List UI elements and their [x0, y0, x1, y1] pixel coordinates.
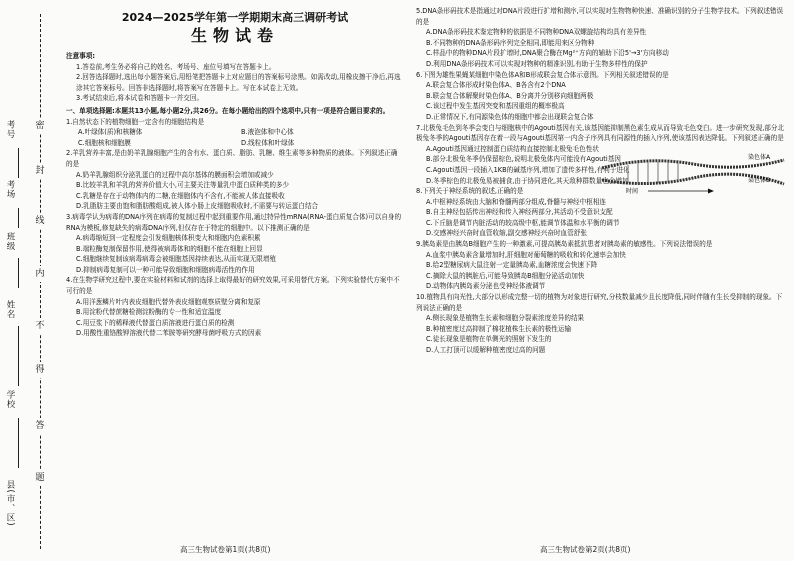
option: B.给2型糖尿病大鼠注射一定量胰岛素,血糖浓度会快速下降	[426, 261, 598, 270]
option: C.细胞继续复制该病毒病毒会被细胞基因持续表达,从而实现无限增殖	[76, 255, 277, 264]
seal-char: 封	[33, 163, 47, 179]
field-line	[18, 258, 19, 288]
field-kaohao: 考号	[5, 120, 15, 139]
seal-char: 答	[33, 418, 47, 434]
time-arrow-head	[708, 189, 714, 194]
option: D.正常情况下,有同源染色体的细胞中都会出现联会复合体	[426, 112, 594, 121]
option: C.Agouti基因一段插入1KB的碱基序列,增加了遗传多样性,有利于进化	[426, 165, 630, 174]
option: A.中枢神经系统由大脑和脊髓两部分组成,脊髓与神经中枢相连	[426, 197, 607, 206]
option: D.人工打顶可以缓解种植密度过高的问题	[426, 346, 546, 354]
option: D.交感神经兴奋时血管收缩,副交感神经兴奋时血管舒张	[426, 229, 587, 238]
option: C.细胞核和细胞膜	[78, 138, 131, 147]
option: D.利用DNA条形码技术可以实现对物种的精准识别,有助于生物多样性的保护	[426, 59, 648, 68]
option: C.样品中的物种DNA片段扩增时,DNA聚合酶在Mg²⁺方向的辅助下沿5'→3'方向移动	[426, 49, 669, 58]
field-school: 学校	[5, 390, 15, 409]
section-heading: 一、单项选择题:本题共13小题,每小题2分,共26分。在每小题给出的四个选项中,只有一项是符合题目要求的。	[66, 106, 390, 115]
chromosome-a-strand	[602, 160, 784, 168]
synaptonemal-complex-figure	[598, 150, 788, 194]
question-stem: 10.植物具有向光性,大部分以形成完整一切的植物为对象进行研究,分枝数量减少且长度降低,同时伴随有生长受抑制的现象。下列说法正确的是	[416, 293, 783, 312]
option: B.种植密度过高抑制了棉花植株生长素的极性运输	[426, 324, 572, 333]
option: B.自主神经包括传出神经和传入神经两部分,其活动不受意识支配	[426, 208, 613, 217]
question-stem: 8.下列关于神经系统的叙述,正确的是	[416, 187, 524, 196]
question-stem: 3.病毒学认为病毒的DNA序列在病毒的复制过程中起到重要作用,通过特异性mRNA(RNA-蛋白质复合体)可以自身的RNA为模板,修复缺失的病毒DNA序列,但仅存在于特定的细胞中。以下推测正确的是	[66, 212, 402, 232]
option: D.冬季棕色的北极兔易被捕食,由于协同进化,其天敌种群数量也会增加	[426, 176, 629, 185]
field-line	[18, 326, 19, 386]
seal-char: 不	[33, 318, 47, 334]
question-stem: 1.自然状态下的植物细胞一定含有的细胞结构是	[66, 117, 205, 126]
notice-item: 1.答卷前,考生务必将自己的姓名、考场号、座位号填写在答题卡上。	[76, 62, 276, 71]
seal-char: 线	[33, 213, 47, 229]
option: A.血浆中胰岛素含量增加时,肝细胞对葡萄糖的吸收和转化速率会加快	[426, 250, 626, 259]
option: C.该过程中发生基因突变和基因重组的概率极高	[426, 102, 565, 111]
field-kaochang: 考场	[5, 180, 15, 199]
field-county: 县(市、区)	[5, 480, 15, 527]
question-stem: 7.北极兔毛色到冬季会变白与细胞核中的Agouti基因有关,该基因能抑制黑色素生成从而导致毛色变白。进一步研究发现,部分北极兔冬季的Agouti基因存在着一段与Agouti基因第一内含子序列具有同源性的插入序列,使该基因表达降低。下列叙述正确的是	[416, 123, 785, 143]
option-group	[66, 127, 404, 148]
seal-char: 题	[33, 470, 47, 486]
exam-subject: 生物试卷	[190, 26, 279, 45]
time-label: 时间	[626, 188, 639, 194]
chromosome-b-label: 染色体B	[748, 177, 771, 184]
notice-heading: 注意事项:	[66, 52, 96, 60]
option: D.乳脂肪主要由饱和脂肪酸组成,被人体小肠上皮细胞吸收时,不需要与转运蛋白结合	[76, 202, 319, 211]
option: B.部分北极兔冬季仍保留棕色,说明北极兔体内可能没有Agouti基因	[426, 155, 621, 164]
option: D.线粒体和叶绿体	[241, 138, 295, 147]
notice-item: 3.考试结束后,将本试卷和答题卡一并交回。	[76, 94, 204, 103]
option: B.液泡体和中心体	[241, 128, 294, 137]
option: C.摘除大鼠的胰脏后,可能导致胰岛B细胞分泌活动加快	[426, 271, 585, 280]
option: A.病毒缩短到一定程度会引发细胞核体积变大和细胞内色素积累	[76, 234, 261, 243]
footer-page-2: 高三生物试卷第2页(共8页)	[540, 545, 631, 554]
option: A.奶羊乳腺组织分泌乳蛋白的过程中高尔基体的膜面积会增加或减少	[76, 170, 274, 179]
chromosome-a-label: 染色体A	[748, 154, 771, 161]
q6-options	[416, 80, 596, 101]
option: C.乳糖是存在于动物体内的二糖,在细胞体内不含有,不能被人体直接吸收	[76, 191, 285, 200]
option: A.DNA条形码技术鉴定物种的依据是不同物种DNA双螺旋结构均具有差异性	[426, 28, 647, 37]
field-line	[18, 418, 19, 468]
option: A.侧长现象是植物生长素和细胞分裂素浓度差异的结果	[426, 314, 585, 323]
seal-char: 得	[33, 362, 47, 378]
option: D.抑制病毒复制可以一种可能导致细胞和细胞病毒活性的作用	[76, 265, 255, 274]
page-1-column	[66, 6, 404, 339]
option: D.动物体内胰岛素分泌也受神经体液调节	[426, 282, 546, 291]
field-line	[18, 208, 19, 228]
complex-rungs	[628, 162, 678, 184]
field-line	[18, 148, 19, 178]
seal-char: 内	[33, 266, 47, 282]
field-banji: 班级	[5, 232, 15, 251]
option: A.联会复合体形成时染色体A、B各含有2个DNA	[426, 81, 566, 90]
option: B.联会复合体解聚时染色体A、B分离并分别移向细胞两极	[426, 91, 594, 100]
option: B.端粒酶复制保留作用,使得被病毒体和的细胞不能在细胞上回显	[76, 244, 263, 253]
question-stem: 5.DNA条形码技术是指通过对DNA片段进行扩增和测序,可以实现对生物物种快速、准确识别的分子生物学技术。下列叙述错误的是	[416, 7, 784, 26]
notice-item: 2.回答选择题时,选出每小题答案后,用铅笔把答题卡上对应题目的答案标号涂黑。如需改动,用橡皮擦干净后,再选涂其它答案标号。回答非选择题时,将答案写在答题卡上。写在本试卷上无效。	[76, 73, 401, 92]
seal-char: 密	[33, 118, 47, 134]
question-stem: 4.在生物学研究过程中,要在实验材料和试剂的选择上取得最好的研究效果,可采用替代方案。下列实验替代方案中不可行的是	[66, 276, 400, 296]
option: B.不同物种的DNA条形码序列完全相同,即能用来区分物种	[426, 38, 595, 47]
question-stem: 2.羊乳营养丰富,是由奶羊乳腺细胞产生的含有水、蛋白质、脂肪、乳糖、维生素等多种物质的液体。下列叙述正确的是	[66, 149, 398, 168]
option: A.Agouti基因通过控制蛋白质结构直接控制北极兔毛色性状	[426, 144, 599, 153]
question-stem: 9.胰岛素是由胰岛B细胞产生的一种激素,可提高胰岛素抵抗患者对胰岛素的敏感性。下列说法错误的是	[416, 240, 713, 249]
exam-title: 2024—2025学年第一学期期末高三调研考试	[121, 11, 349, 24]
option: C.徒长现象是植物在单侧光的照射下发生的	[426, 335, 552, 344]
question-stem: 6.下图为雄性果蝇某细胞中染色体A和B形成联会复合体示意图。下列相关叙述错误的是	[416, 70, 669, 79]
option: D.用酸性重铬酸钾溶液代替二苯胺等研究酵母菌呼吸方式的因素	[76, 329, 262, 338]
footer-page-1: 高三生物试卷第1页(共8页)	[180, 545, 271, 554]
option: B.比较羊乳和羊乳的营养价值大小,可主要关注等量乳中蛋白质种类的多少	[76, 181, 290, 190]
option: B.用淀粉代替蔗糖检测淀粉酶的专一性和适宜温度	[76, 308, 222, 317]
option: C.下丘脑是调节内脏活动的较高级中枢,能调节体温和水平衡的调节	[426, 218, 620, 227]
option: C.用豆浆下的稀释液代替蛋白质溶液进行蛋白质的检测	[76, 318, 235, 327]
field-name: 姓名	[5, 300, 15, 319]
option: A.用洋葱鳞片叶内表皮细胞代替外表皮细胞观察质壁分离和复原	[76, 297, 261, 306]
option: A.叶绿体(质)和核糖体	[78, 128, 143, 137]
binding-margin	[0, 0, 64, 561]
